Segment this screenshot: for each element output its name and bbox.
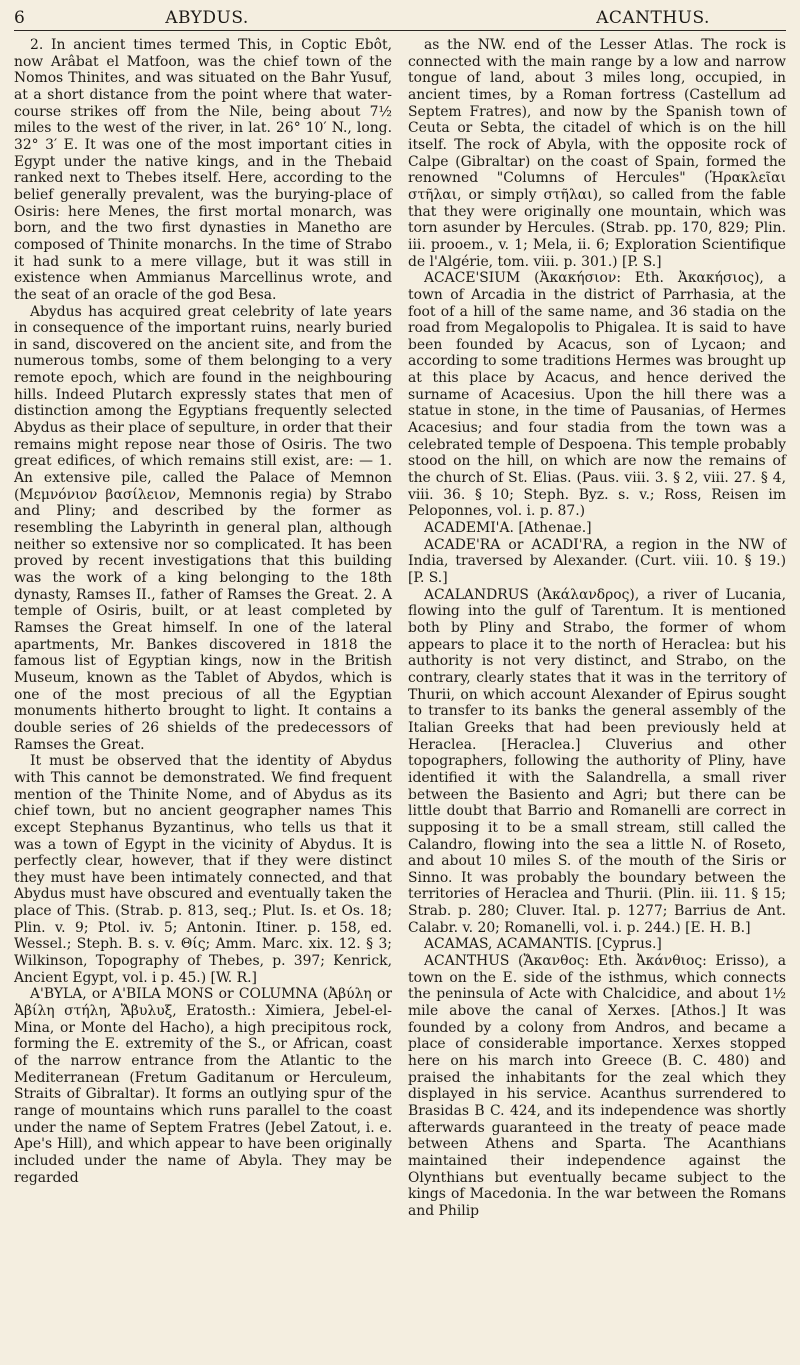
running-header <box>14 8 786 31</box>
entry-abyla: A'BYLA, or A'BILA MONS or COLUMNA (Ἀβύλη or Ἀβίλη στήλη, Ἄβυλυξ, Eratosth.: Ximiera, Jebel-el-Mina, or Monte del Hacho), a high precipitous rock, forming the E. extremity of the S., or African, coast of the narrow entrance from the Atlantic to the Mediterranean (Fretum Gaditanum or Herculeum, Straits of Gibraltar). It forms an outlying spur of the range of mountains which runs parallel to the coast under the name of Septem Fratres (Jebel Zatout, i. e. Ape's Hill), and which appear to have been originally included under the name of Abyla. They may be regarded <box>14 986 392 1186</box>
entry-acadera: ACADE'RA or ACADI'RA, a region in the NW of India, traversed by Alexander. (Curt. viii. 10. § 19.) [P. S.] <box>408 536 786 586</box>
entry-acalandrus: ACALANDRUS (Ἀκάλανδρος), a river of Lucania, flowing into the gulf of Tarentum. It is mentioned both by Pliny and Strabo, the former of whom appears to place it to the north of Heraclea: but his authority is not very distinct, and Strabo, on the contrary, clearly states that it was in the territory of Thurii, on which account Alexander of Epirus sought to transfer to its banks the general assembly of the Italian Greeks that had been previously held at Heraclea. [Heraclea.] Cluverius and other topographers, following the authority of Pliny, have identified it with the Salandrella, a small river between the Basiento and Agri; but there can be little doubt that Barrio and Romanelli are correct in supposing it to be a small stream, still called the Calandro, flowing into the sea a little N. of Roseto, and about 10 miles S. of the mouth of the Siris or Sinno. It was probably the boundary between the territories of Heraclea and Thurii. (Plin. iii. 11. § 15; Strab. p. 280; Cluver. Ital. p. 1277; Barrius de Ant. Calabr. v. 20; Romanelli, vol. i. p. 244.) [E. H. B.] <box>408 586 786 936</box>
entry-acacesium: ACACE'SIUM (Ἀκακήσιον: Eth. Ἀκακήσιος), a town of Arcadia in the district of Parrhasia, at the foot of a hill of the same name, and 36 stadia on the road from Megalopolis to Phigalea. It is said to have been founded by Acacus, son of Lycaon; and according to some traditions Hermes was brought up at this place by Acacus, and hence derived the surname of Acacesius. Upon the hill there was a statue in stone, in the time of Pausanias, of Hermes Acacesius; and four stadia from the town was a celebrated temple of Despoena. This temple probably stood on the hill, on which are now the remains of the church of St. Elias. (Paus. viii. 3. § 2, viii. 27. § 4, viii. 36. § 10; Steph. Byz. s. v.; Ross, Reisen im Peloponnes, vol. i. p. 87.) <box>408 270 786 520</box>
entry-academia: ACADEMI'A. [Athenae.] <box>424 520 592 537</box>
right-column <box>408 37 786 1220</box>
left-column <box>14 37 392 1220</box>
right-running-title: ACANTHUS. <box>596 8 710 28</box>
entry-acamas: ACAMAS, ACAMANTIS. [Cyprus.] <box>424 936 662 953</box>
text-columns <box>14 37 786 1220</box>
page-number: 6 <box>14 8 26 28</box>
left-running-title: ABYDUS. <box>165 8 249 28</box>
entry-acanthus: ACANTHUS (Ἄκανθος: Eth. Ἀκάνθιος: Erisso), a town on the E. side of the isthmus, which connects the peninsula of Acte with Chalcidice, and about 1½ mile above the canal of Xerxes. [Athos.] It was founded by a colony from Andros, and became a place of considerable importance. Xerxes stopped here on his march into Greece (B. C. 480) and praised the inhabitants for the zeal which they displayed in his service. Acanthus surrendered to Brasidas B C. 424, and its independence was shortly afterwards guaranteed in the treaty of peace made between Athens and Sparta. The Acanthians maintained their independence against the Olynthians but eventually became subject to the kings of Macedonia. In the war between the Romans and Philip <box>408 953 786 1219</box>
abydus-paragraph-2: Abydus has acquired great celebrity of late years in consequence of the important ruins, nearly buried in sand, discovered on the ancient site, and from the numerous tombs, some of them belonging to a very remote epoch, which are found in the neighbouring hills. Indeed Plutarch expressly states that men of distinction among the Egyptians frequently selected Abydus as their place of sepulture, in order that their remains might repose near those of Osiris. The two great edifices, of which remains still exist, are: — 1. An extensive pile, called the Palace of Memnon (Μεμνόνιον βασίλειον, Memnonis regia) by Strabo and Pliny; and described by the former as resembling the Labyrinth in general plan, although neither so extensive nor so complicated. It has been proved by recent investigations that this building was the work of a king belonging to the 18th dynasty, Ramses II., father of Ramses the Great. 2. A temple of Osiris, built, or at least completed by Ramses the Great himself. In one of the lateral apartments, Mr. Bankes discovered in 1818 the famous list of Egyptian kings, now in the British Museum, known as the Tablet of Abydos, which is one of the most precious of all the Egyptian monuments hitherto brought to light. It contains a double series of 26 shields of the predecessors of Ramses the Great. <box>14 303 392 753</box>
abydus-paragraph-1: 2. In ancient times termed This, in Coptic Ebôt, now Arâbat el Matfoon, was the chief town of the Nomos Thinites, and was situated on the Bahr Yusuf, at a short distance from the point where that water-course strikes off from the Nile, being about 7½ miles to the west of the river, in lat. 26° 10′ N., long. 32° 3′ E. It was one of the most important cities in Egypt under the native kings, and in the Thebaid ranked next to Thebes itself. Here, according to the belief generally prevalent, was the burying-place of Osiris: here Menes, the first mortal monarch, was born, and the two first dynasties in Manetho are composed of Thinite monarchs. In the time of Strabo it had sunk to a mere village, but it was still in existence when Ammianus Marcellinus wrote, and the seat of an oracle of the god Besa. <box>14 37 392 303</box>
abyla-continuation: as the NW. end of the Lesser Atlas. The rock is connected with the main range by a low and narrow tongue of land, about 3 miles long, occupied, in ancient times, by a Roman fortress (Castellum ad Septem Fratres), and now by the Spanish town of Ceuta or Sebta, the citadel of which is on the hill itself. The rock of Abyla, with the opposite rock of Calpe (Gibraltar) on the coast of Spain, formed the renowned "Columns of Hercules" (Ἡρακλεῖαι στῆλαι, or simply στῆλαι), so called from the fable that they were originally one mountain, which was torn asunder by Hercules. (Strab. pp. 170, 829; Plin. iii. prooem., v. 1; Mela, ii. 6; Exploration Scientifique de l'Algérie, tom. viii. p. 301.) [P. S.] <box>408 37 786 270</box>
abydus-paragraph-3: It must be observed that the identity of Abydus with This cannot be demonstrated. We find frequent mention of the Thinite Nome, and of Abydus as its chief town, but no ancient geographer names This except Stephanus Byzantinus, who tells us that it was a town of Egypt in the vicinity of Abydus. It is perfectly clear, however, that if they were distinct they must have been intimately connected, and that Abydus must have obscured and eventually taken the place of This. (Strab. p. 813, seq.; Plut. Is. et Os. 18; Plin. v. 9; Ptol. iv. 5; Antonin. Itiner. p. 158, ed. Wessel.; Steph. B. s. v. Θίς; Amm. Marc. xix. 12. § 3; Wilkinson, Topography of Thebes, p. 397; Kenrick, Ancient Egypt, vol. i p. 45.) [W. R.] <box>14 753 392 986</box>
